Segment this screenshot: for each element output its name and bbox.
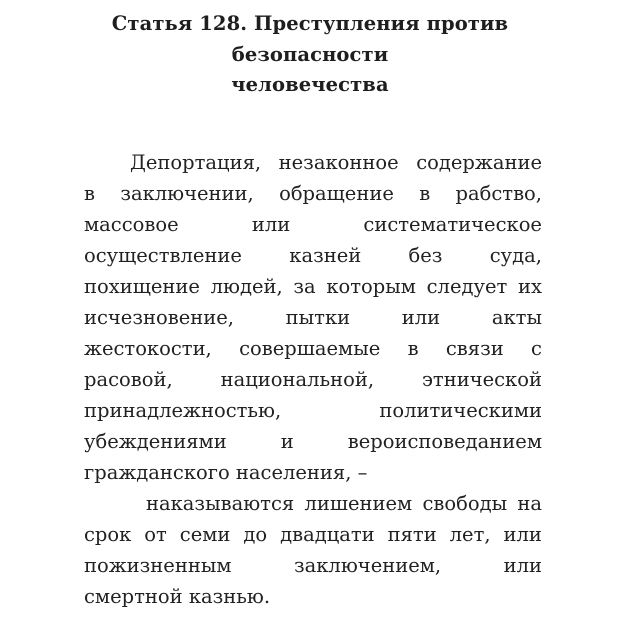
word: с	[531, 337, 542, 360]
word: содержание	[416, 151, 542, 174]
word: пожизненным	[84, 554, 232, 577]
word: политическими	[379, 399, 542, 422]
word: наказываются	[146, 492, 295, 515]
word: похищение	[84, 275, 200, 298]
body-line-12	[146, 489, 542, 519]
word: жестокости,	[84, 337, 212, 360]
body-line-10	[84, 427, 542, 457]
word: акты	[491, 306, 542, 329]
word: связи	[445, 337, 504, 360]
article-title-line-2: безопасности	[231, 43, 389, 66]
word: людей,	[210, 275, 283, 298]
word: или	[401, 306, 441, 329]
body-line-9	[84, 396, 542, 426]
word: незаконное	[278, 151, 399, 174]
word: до	[243, 523, 268, 546]
word: рабство,	[455, 182, 542, 205]
word: Депортация,	[130, 151, 262, 174]
word: двадцати	[280, 523, 375, 546]
word: срок	[84, 523, 132, 546]
word: лишением	[304, 492, 413, 515]
word: заключением,	[293, 554, 442, 577]
word: смертной казнью.	[84, 585, 271, 608]
word: осуществление	[84, 244, 242, 267]
word: исчезновение,	[84, 306, 234, 329]
body-line-1	[130, 148, 542, 178]
word: свободы	[422, 492, 508, 515]
word: их	[517, 275, 542, 298]
article-title-line-1: Статья 128. Преступления против	[111, 12, 509, 35]
word: лет,	[449, 523, 491, 546]
word: казней	[289, 244, 362, 267]
word: и	[280, 430, 294, 453]
word: обращение	[279, 182, 394, 205]
word: от	[144, 523, 167, 546]
word: систематическое	[363, 213, 542, 236]
word: в	[84, 182, 95, 205]
word: массовое	[84, 213, 179, 236]
word: пытки	[285, 306, 351, 329]
body-line-5	[84, 272, 542, 302]
word: вероисповеданием	[347, 430, 542, 453]
word: или	[503, 523, 542, 546]
body-line-11	[84, 458, 542, 488]
word: заключении,	[120, 182, 254, 205]
word: этнической	[422, 368, 542, 391]
word: пяти	[387, 523, 437, 546]
word: которым	[326, 275, 416, 298]
word: национальной,	[220, 368, 375, 391]
word: убеждениями	[84, 430, 227, 453]
article-title-line-3: человечества	[231, 73, 389, 96]
word: суда,	[489, 244, 542, 267]
body-line-6	[84, 303, 542, 333]
word: расовой,	[84, 368, 173, 391]
word: без	[408, 244, 443, 267]
word: или	[251, 213, 291, 236]
word: следует	[426, 275, 508, 298]
body-line-15	[84, 582, 542, 612]
word: в	[407, 337, 419, 360]
body-line-8	[84, 365, 542, 395]
body-line-2	[84, 179, 542, 209]
body-line-14	[84, 551, 542, 581]
body-line-3	[84, 210, 542, 240]
word: совершаемые	[239, 337, 381, 360]
word: за	[293, 275, 316, 298]
word: или	[503, 554, 542, 577]
word: в	[419, 182, 431, 205]
word: гражданского населения, –	[84, 461, 368, 484]
body-line-13	[84, 520, 542, 550]
word: принадлежностью,	[84, 399, 282, 422]
body-line-4	[84, 241, 542, 271]
body-line-7	[84, 334, 542, 364]
word: на	[517, 492, 542, 515]
word: семи	[179, 523, 231, 546]
